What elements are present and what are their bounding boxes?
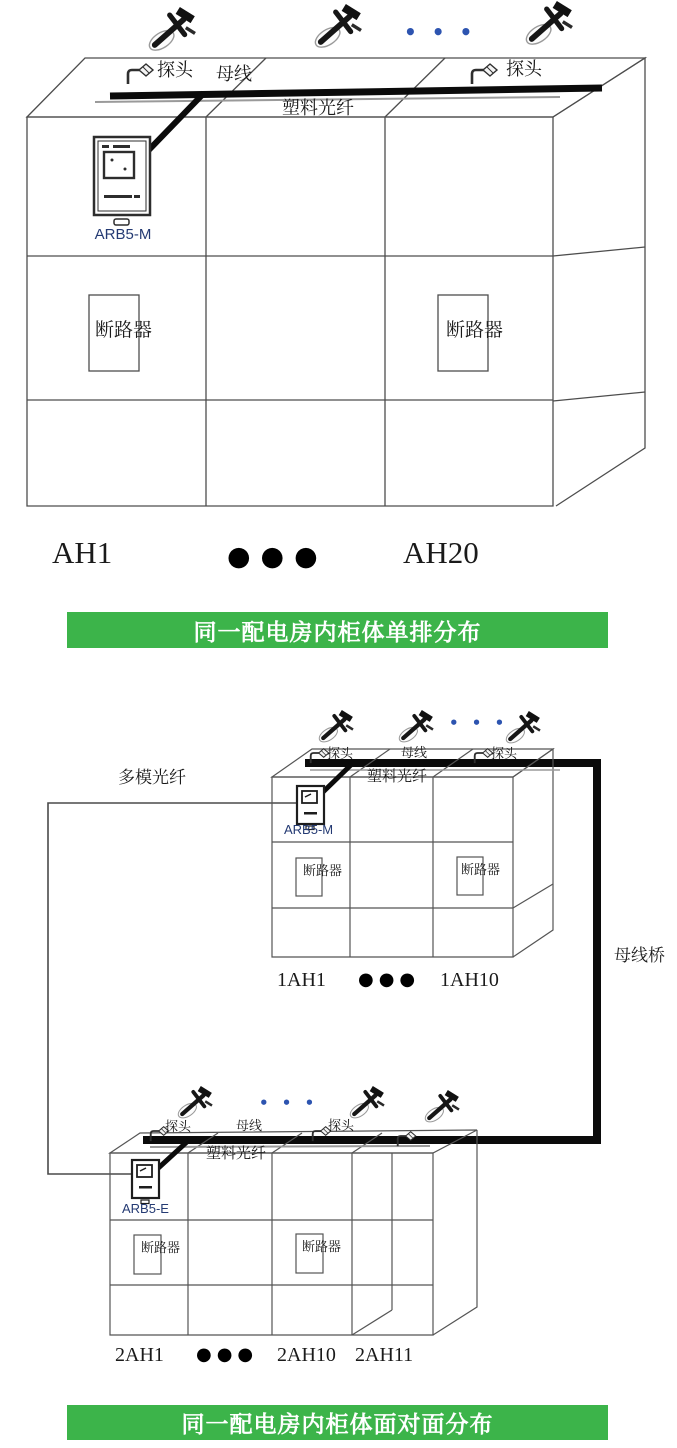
breaker-label-left-row1: 断路器 xyxy=(303,864,343,879)
cabinet-ellipsis-row1: ●●● xyxy=(358,969,421,990)
probe-label-left-row2: 探头 xyxy=(165,1120,192,1135)
probe-label-right-row1: 探头 xyxy=(491,747,518,762)
busbar-bridge-label: 母线桥 xyxy=(614,946,665,966)
cabinet-id-first-row2: 2AH1 xyxy=(115,1344,164,1366)
arc-probe-icon xyxy=(423,1093,459,1125)
busbar-bridge-line xyxy=(143,763,597,1140)
plastic-fiber-label-row1: 塑料光纤 xyxy=(367,767,428,785)
breaker-label-left: 断路器 xyxy=(95,319,153,341)
arc-probe-icon xyxy=(504,714,540,746)
probe-mount-icon xyxy=(128,64,153,84)
plastic-fiber-label-row2: 塑料光纤 xyxy=(206,1144,267,1162)
arc-probe-icon xyxy=(146,10,195,54)
single-row-cabinet-outline xyxy=(27,58,645,506)
arc-probe-icon xyxy=(397,713,433,745)
probe-mount-icon xyxy=(472,64,497,84)
probe-label-right: 探头 xyxy=(506,59,542,80)
probe-row-ellipsis: • • • xyxy=(404,20,477,44)
busbar-label-row1: 母线 xyxy=(401,746,428,761)
busbar-label: 母线 xyxy=(216,64,252,85)
breaker-label-right-row1: 断路器 xyxy=(461,863,501,878)
cabinet-id-first-row1: 1AH1 xyxy=(277,969,326,991)
cabinet-id-mid-row2: 2AH10 xyxy=(277,1344,336,1366)
cabinet-ellipsis: ●●● xyxy=(227,541,328,572)
breaker-label-right-row2: 断路器 xyxy=(302,1240,342,1255)
cabinet-id-last: AH20 xyxy=(403,535,479,570)
cabinet-id-last-row1: 1AH10 xyxy=(440,969,499,991)
probe-label-left-row1: 探头 xyxy=(327,747,354,762)
cabinet-id-last-row2: 2AH11 xyxy=(355,1344,414,1366)
breaker-label-left-row2: 断路器 xyxy=(141,1241,181,1256)
breaker-label-right: 断路器 xyxy=(446,319,504,341)
cabinet-ellipsis-row2: ●●● xyxy=(196,1344,259,1365)
arb5-e-device xyxy=(132,1160,159,1204)
arc-probe-icon xyxy=(523,4,572,48)
cabinet-id-first: AH1 xyxy=(52,535,113,570)
arc-probe-icon xyxy=(348,1089,384,1121)
probe-row-ellipsis-row1: • • • xyxy=(449,714,509,732)
multimode-fiber-label: 多模光纤 xyxy=(118,768,186,788)
arc-probe-icon xyxy=(312,7,361,51)
plastic-fiber-label: 塑料光纤 xyxy=(282,98,354,119)
busbar-label-row2: 母线 xyxy=(236,1119,263,1134)
probe-row-ellipsis-row2: • • • xyxy=(259,1094,319,1112)
arb5-m-device xyxy=(94,137,150,225)
arc-probe-icon xyxy=(317,713,353,745)
arb5-m-label-row1: ARB5-M xyxy=(284,822,334,837)
arb5-m-label: ARB5-M xyxy=(94,226,152,243)
caption-banner-single-row: 同一配电房内柜体单排分布 xyxy=(67,612,608,648)
probe-label-left: 探头 xyxy=(157,60,193,81)
fiber-drop-to-arb5m xyxy=(143,93,204,156)
arb5-e-label: ARB5-E xyxy=(122,1201,169,1216)
plastic-fiber-busbar-line xyxy=(110,88,602,96)
caption-banner-face-to-face: 同一配电房内柜体面对面分布 xyxy=(67,1405,608,1440)
probe-label-right-row2: 探头 xyxy=(328,1119,355,1134)
arc-probe-icon xyxy=(176,1089,212,1121)
